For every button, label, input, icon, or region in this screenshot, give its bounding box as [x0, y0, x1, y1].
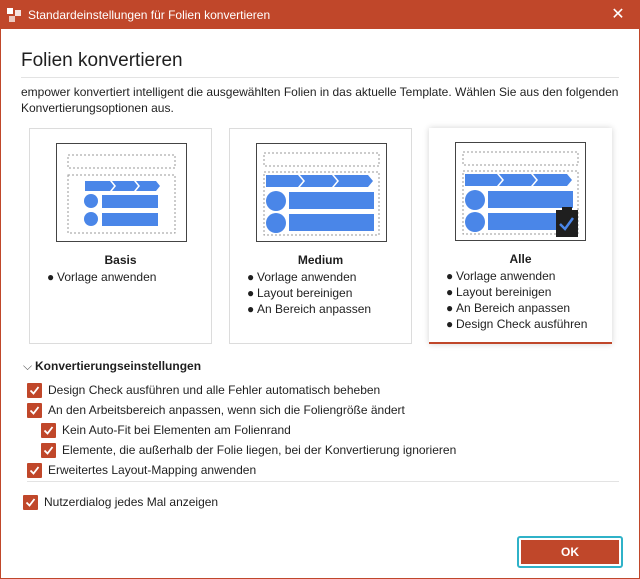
option-card-medium[interactable] [229, 128, 412, 344]
feature-item: ● Vorlage anwenden [247, 270, 357, 284]
checkbox-design-check[interactable] [27, 381, 380, 399]
feature-item: ● An Bereich anpassen [247, 302, 372, 316]
feature-item: ● Design Check ausführen [446, 317, 588, 331]
ok-button-focus-ring [517, 536, 623, 568]
option-name: Medium [297, 253, 344, 267]
ok-button[interactable]: OK [521, 540, 619, 564]
option-feature-list [47, 269, 156, 285]
feature-item: ● An Bereich anpassen [446, 301, 571, 315]
checkbox-layout-mapping[interactable] [27, 461, 256, 479]
option-name: Basis [104, 253, 137, 267]
feature-item: ● Layout bereinigen [446, 285, 552, 299]
option-card-basis[interactable] [29, 128, 212, 344]
page-title: Folien konvertieren [21, 50, 183, 71]
checkbox-ignore-outside[interactable] [41, 441, 456, 459]
checkmark-icon [43, 445, 54, 456]
checkmark-icon [43, 425, 54, 436]
checkbox-box[interactable] [41, 423, 56, 438]
description-text: empower konvertiert intelligent die ausgewählten Folien in das aktuelle Template. Wählen Sie aus den folgenden Konvertierungsoptionen aus. [21, 85, 619, 115]
feature-item: ● Vorlage anwenden [446, 269, 556, 283]
checkbox-label: An den Arbeitsbereich anpassen, wenn sich die Foliengröße ändert [48, 403, 405, 417]
checkbox-box[interactable] [41, 443, 56, 458]
close-button[interactable] [601, 3, 635, 27]
feature-item: ● Layout bereinigen [247, 286, 353, 300]
option-card-alle[interactable] [429, 128, 612, 344]
app-icon [7, 8, 21, 22]
checkbox-box[interactable] [27, 383, 42, 398]
checkbox-box[interactable] [27, 403, 42, 418]
checkbox-fit-workspace[interactable] [27, 401, 405, 419]
checkmark-icon [29, 385, 40, 396]
medium-thumbnail [256, 143, 387, 242]
divider [21, 77, 619, 78]
window-title: Standardeinstellungen für Folien konvertieren [28, 8, 271, 22]
checkbox-no-autofit[interactable] [41, 421, 291, 439]
checkmark-icon [25, 497, 36, 508]
settings-section-header[interactable]: ⌵ Konvertierungseinstellungen [23, 359, 202, 373]
option-feature-list [446, 268, 587, 332]
clipboard-check-icon [556, 207, 578, 237]
checkbox-label: Kein Auto-Fit bei Elementen am Folienrand [62, 423, 291, 437]
checkmark-icon [29, 465, 40, 476]
checkbox-label: Elemente, die außerhalb der Folie liegen, bei der Konvertierung ignorieren [62, 443, 457, 457]
chevron-down-icon: ⌵ [23, 359, 33, 373]
feature-item: ● Vorlage anwenden [47, 270, 157, 284]
checkbox-label: Design Check ausführen und alle Fehler automatisch beheben [48, 383, 381, 397]
checkmark-icon [29, 405, 40, 416]
checkbox-box[interactable] [23, 495, 38, 510]
checkbox-box[interactable] [27, 463, 42, 478]
checkbox-show-dialog[interactable] [23, 493, 218, 511]
divider [27, 481, 619, 482]
checkbox-label: Nutzerdialog jedes Mal anzeigen [44, 495, 219, 509]
title-bar [1, 1, 639, 29]
alle-thumbnail [455, 142, 586, 241]
basis-thumbnail [56, 143, 187, 242]
close-icon: ✕ [611, 6, 625, 23]
option-feature-list [247, 269, 371, 317]
checkbox-label: Erweitertes Layout-Mapping anwenden [48, 463, 257, 477]
option-name: Alle [509, 252, 532, 266]
selected-indicator [429, 342, 612, 344]
